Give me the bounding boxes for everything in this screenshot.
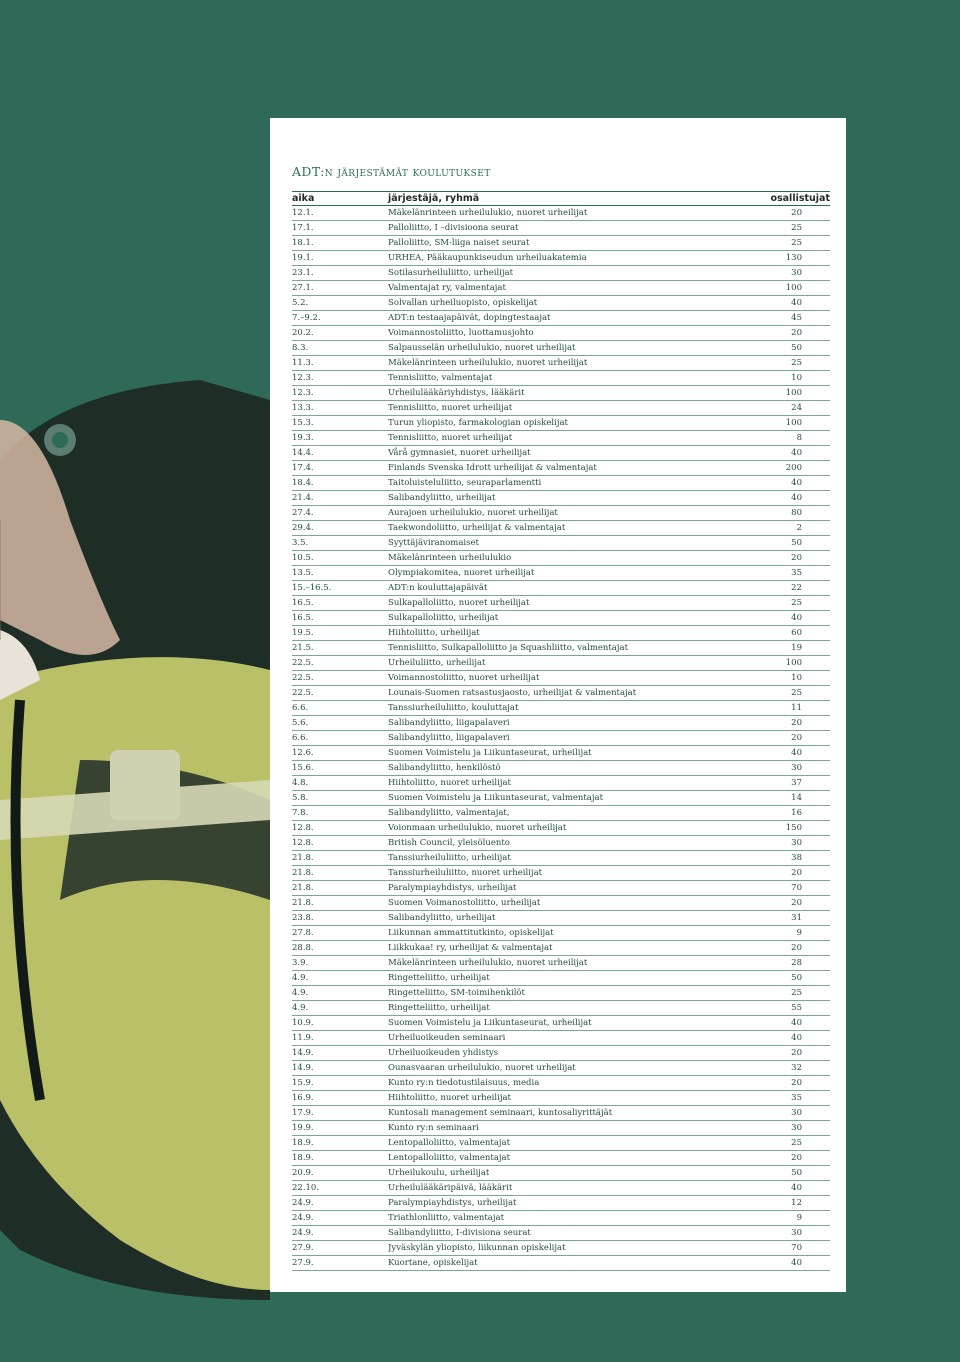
table-row xyxy=(292,506,830,521)
row-participants: 25 xyxy=(760,236,830,251)
row-participants: 70 xyxy=(760,881,830,896)
row-organizer: Tanssiurheiluliitto, nuoret urheilijat xyxy=(388,866,760,881)
row-organizer: Paralympiayhdistys, urheilijat xyxy=(388,1196,760,1211)
row-date: 21.8. xyxy=(292,896,388,911)
table-row xyxy=(292,1211,830,1226)
row-participants: 40 xyxy=(760,1181,830,1196)
row-organizer: Ounasvaaran urheilulukio, nuoret urheilijat xyxy=(388,1061,760,1076)
row-date: 12.3. xyxy=(292,386,388,401)
row-organizer: Olympiakomitea, nuoret urheilijat xyxy=(388,566,760,581)
row-organizer: Salibandyliitto, valmentajat, xyxy=(388,806,760,821)
row-organizer: ADT:n testaajapäivät, dopingtestaajat xyxy=(388,311,760,326)
row-date: 15.6. xyxy=(292,761,388,776)
table-row xyxy=(292,731,830,746)
row-participants: 25 xyxy=(760,1136,830,1151)
row-participants: 12 xyxy=(760,1196,830,1211)
row-organizer: Palloliitto, I –divisioona seurat xyxy=(388,221,760,236)
row-date: 17.9. xyxy=(292,1106,388,1121)
row-organizer: Salibandyliitto, I-divisiona seurat xyxy=(388,1226,760,1241)
table-row xyxy=(292,416,830,431)
row-organizer: Hiihtoliitto, urheilijat xyxy=(388,626,760,641)
row-organizer: Paralympiayhdistys, urheilijat xyxy=(388,881,760,896)
row-participants: 28 xyxy=(760,956,830,971)
row-participants: 9 xyxy=(760,1211,830,1226)
row-organizer: Palloliitto, SM-liiga naiset seurat xyxy=(388,236,760,251)
row-date: 29.4. xyxy=(292,521,388,536)
row-date: 24.9. xyxy=(292,1226,388,1241)
table-row xyxy=(292,536,830,551)
row-participants: 30 xyxy=(760,1106,830,1121)
table-row xyxy=(292,461,830,476)
row-organizer: British Council, yleisöluento xyxy=(388,836,760,851)
row-organizer: Sulkapalloliitto, urheilijat xyxy=(388,611,760,626)
row-participants: 100 xyxy=(760,656,830,671)
table-row xyxy=(292,1061,830,1076)
row-participants: 30 xyxy=(760,761,830,776)
row-participants: 20 xyxy=(760,326,830,341)
table-row xyxy=(292,1031,830,1046)
row-participants: 24 xyxy=(760,401,830,416)
table-row xyxy=(292,566,830,581)
table-row xyxy=(292,1196,830,1211)
row-organizer: Urheilulääkäriyhdistys, lääkärit xyxy=(388,386,760,401)
row-date: 18.9. xyxy=(292,1136,388,1151)
row-organizer: Aurajoen urheilulukio, nuoret urheilijat xyxy=(388,506,760,521)
row-date: 18.1. xyxy=(292,236,388,251)
row-date: 17.4. xyxy=(292,461,388,476)
row-organizer: Suomen Voimistelu ja Liikuntaseurat, urheilijat xyxy=(388,746,760,761)
row-organizer: Salpausselän urheilulukio, nuoret urheilijat xyxy=(388,341,760,356)
table-row xyxy=(292,851,830,866)
table-row xyxy=(292,641,830,656)
table-row xyxy=(292,701,830,716)
row-date: 21.8. xyxy=(292,866,388,881)
table-row xyxy=(292,1046,830,1061)
row-organizer: Syyttäjäviranomaiset xyxy=(388,536,760,551)
row-date: 6.6. xyxy=(292,731,388,746)
row-organizer: Tennisliitto, Sulkapalloliitto ja Squashliitto, valmentajat xyxy=(388,641,760,656)
row-date: 3.5. xyxy=(292,536,388,551)
row-date: 12.1. xyxy=(292,206,388,221)
table-row xyxy=(292,386,830,401)
table-row xyxy=(292,206,830,221)
table-row xyxy=(292,281,830,296)
row-organizer: Suomen Voimistelu ja Liikuntaseurat, urheilijat xyxy=(388,1016,760,1031)
table-row xyxy=(292,866,830,881)
row-participants: 14 xyxy=(760,791,830,806)
table-row xyxy=(292,1001,830,1016)
row-organizer: Tanssiurheiluliitto, urheilijat xyxy=(388,851,760,866)
row-date: 4.9. xyxy=(292,1001,388,1016)
row-participants: 40 xyxy=(760,446,830,461)
row-organizer: Kunto ry:n seminaari xyxy=(388,1121,760,1136)
table-row xyxy=(292,941,830,956)
row-participants: 25 xyxy=(760,221,830,236)
row-date: 4.8. xyxy=(292,776,388,791)
row-date: 27.9. xyxy=(292,1256,388,1271)
row-organizer: Vårå gymnasiet, nuoret urheilijat xyxy=(388,446,760,461)
row-participants: 25 xyxy=(760,356,830,371)
row-organizer: Lentopalloliitto, valmentajat xyxy=(388,1136,760,1151)
row-date: 4.9. xyxy=(292,986,388,1001)
row-organizer: Jyväskylän yliopisto, liikunnan opiskelijat xyxy=(388,1241,760,1256)
table-row xyxy=(292,806,830,821)
row-participants: 35 xyxy=(760,1091,830,1106)
row-organizer: Hiihtoliitto, nuoret urheilijat xyxy=(388,776,760,791)
page-title: ADT:n järjestämät koulutukset xyxy=(292,164,491,179)
row-organizer: Ringetteliitto, SM-toimihenkilöt xyxy=(388,986,760,1001)
row-participants: 31 xyxy=(760,911,830,926)
row-organizer: ADT:n kouluttajapäivät xyxy=(388,581,760,596)
row-date: 13.5. xyxy=(292,566,388,581)
row-date: 13.3. xyxy=(292,401,388,416)
row-participants: 30 xyxy=(760,1226,830,1241)
row-participants: 11 xyxy=(760,701,830,716)
row-participants: 200 xyxy=(760,461,830,476)
table-header-row xyxy=(292,192,830,206)
row-organizer: Urheiluoikeuden yhdistys xyxy=(388,1046,760,1061)
row-date: 3.9. xyxy=(292,956,388,971)
table-row xyxy=(292,626,830,641)
row-date: 10.9. xyxy=(292,1016,388,1031)
row-participants: 38 xyxy=(760,851,830,866)
row-date: 20.2. xyxy=(292,326,388,341)
table-row xyxy=(292,911,830,926)
table-row xyxy=(292,236,830,251)
row-participants: 9 xyxy=(760,926,830,941)
row-organizer: Salibandyliitto, urheilijat xyxy=(388,911,760,926)
training-list-panel xyxy=(270,118,846,1292)
row-date: 20.9. xyxy=(292,1166,388,1181)
row-participants: 20 xyxy=(760,206,830,221)
row-participants: 30 xyxy=(760,1121,830,1136)
row-date: 6.6. xyxy=(292,701,388,716)
table-row xyxy=(292,311,830,326)
row-participants: 37 xyxy=(760,776,830,791)
table-row xyxy=(292,296,830,311)
row-participants: 20 xyxy=(760,1151,830,1166)
table-row xyxy=(292,791,830,806)
row-participants: 45 xyxy=(760,311,830,326)
table-row xyxy=(292,551,830,566)
row-participants: 60 xyxy=(760,626,830,641)
row-date: 24.9. xyxy=(292,1211,388,1226)
row-date: 19.5. xyxy=(292,626,388,641)
row-organizer: Ringetteliitto, urheilijat xyxy=(388,1001,760,1016)
row-participants: 25 xyxy=(760,986,830,1001)
row-organizer: Tennisliitto, nuoret urheilijat xyxy=(388,401,760,416)
table-row xyxy=(292,1121,830,1136)
row-participants: 50 xyxy=(760,1166,830,1181)
row-participants: 19 xyxy=(760,641,830,656)
row-date: 18.4. xyxy=(292,476,388,491)
header-participants: osallistujat xyxy=(760,192,830,206)
row-participants: 20 xyxy=(760,716,830,731)
row-organizer: Salibandyliitto, liigapalaveri xyxy=(388,716,760,731)
row-date: 7.8. xyxy=(292,806,388,821)
table-row xyxy=(292,341,830,356)
row-participants: 50 xyxy=(760,341,830,356)
table-row xyxy=(292,956,830,971)
row-participants: 40 xyxy=(760,611,830,626)
table-row xyxy=(292,1076,830,1091)
row-date: 28.8. xyxy=(292,941,388,956)
table-row xyxy=(292,401,830,416)
row-organizer: Turun yliopisto, farmakologian opiskelijat xyxy=(388,416,760,431)
row-participants: 70 xyxy=(760,1241,830,1256)
row-organizer: Urheilulääkäripäivä, lääkärit xyxy=(388,1181,760,1196)
header-organizer: järjestäjä, ryhmä xyxy=(388,192,760,206)
row-organizer: Suomen Voimistelu ja Liikuntaseurat, valmentajat xyxy=(388,791,760,806)
table-row xyxy=(292,716,830,731)
table-row xyxy=(292,1256,830,1271)
row-participants: 40 xyxy=(760,1256,830,1271)
table-row xyxy=(292,1106,830,1121)
row-participants: 20 xyxy=(760,896,830,911)
table-row xyxy=(292,221,830,236)
row-participants: 100 xyxy=(760,416,830,431)
row-organizer: Solvallan urheiluopisto, opiskelijat xyxy=(388,296,760,311)
table-row xyxy=(292,971,830,986)
row-participants: 25 xyxy=(760,596,830,611)
row-organizer: Voionmaan urheilulukio, nuoret urheilijat xyxy=(388,821,760,836)
table-row xyxy=(292,881,830,896)
row-participants: 2 xyxy=(760,521,830,536)
row-organizer: Taitoluisteluliitto, seuraparlamentti xyxy=(388,476,760,491)
table-row xyxy=(292,686,830,701)
row-participants: 16 xyxy=(760,806,830,821)
row-participants: 130 xyxy=(760,251,830,266)
table-row xyxy=(292,761,830,776)
row-date: 22.5. xyxy=(292,671,388,686)
row-date: 12.3. xyxy=(292,371,388,386)
row-participants: 10 xyxy=(760,671,830,686)
row-participants: 20 xyxy=(760,1076,830,1091)
row-organizer: Liikkukaa! ry, urheilijat & valmentajat xyxy=(388,941,760,956)
row-organizer: Liikunnan ammattitutkinto, opiskelijat xyxy=(388,926,760,941)
table-row xyxy=(292,1241,830,1256)
row-date: 16.5. xyxy=(292,611,388,626)
row-organizer: Voimannostoliitto, nuoret urheilijat xyxy=(388,671,760,686)
row-participants: 8 xyxy=(760,431,830,446)
row-date: 22.5. xyxy=(292,656,388,671)
row-participants: 40 xyxy=(760,746,830,761)
table-row xyxy=(292,671,830,686)
row-organizer: Suomen Voimanostoliitto, urheilijat xyxy=(388,896,760,911)
row-participants: 22 xyxy=(760,581,830,596)
table-row xyxy=(292,1226,830,1241)
row-organizer: Urheiluliitto, urheilijat xyxy=(388,656,760,671)
row-participants: 10 xyxy=(760,371,830,386)
row-date: 11.9. xyxy=(292,1031,388,1046)
row-organizer: Sulkapalloliitto, nuoret urheilijat xyxy=(388,596,760,611)
row-date: 19.9. xyxy=(292,1121,388,1136)
row-participants: 25 xyxy=(760,686,830,701)
row-organizer: Triathlonliitto, valmentajat xyxy=(388,1211,760,1226)
table-row xyxy=(292,491,830,506)
row-date: 23.1. xyxy=(292,266,388,281)
row-organizer: Kunto ry:n tiedotustilaisuus, media xyxy=(388,1076,760,1091)
row-participants: 20 xyxy=(760,941,830,956)
row-organizer: Tennisliitto, valmentajat xyxy=(388,371,760,386)
row-date: 7.–9.2. xyxy=(292,311,388,326)
row-organizer: Ringetteliitto, urheilijat xyxy=(388,971,760,986)
row-organizer: Salibandyliitto, liigapalaveri xyxy=(388,731,760,746)
row-date: 15.3. xyxy=(292,416,388,431)
row-participants: 50 xyxy=(760,536,830,551)
table-row xyxy=(292,266,830,281)
row-date: 21.8. xyxy=(292,851,388,866)
row-participants: 100 xyxy=(760,386,830,401)
row-organizer: Lounais-Suomen ratsastusjaosto, urheilijat & valmentajat xyxy=(388,686,760,701)
row-organizer: Tanssiurheiluliitto, kouluttajat xyxy=(388,701,760,716)
row-date: 19.1. xyxy=(292,251,388,266)
row-date: 17.1. xyxy=(292,221,388,236)
table-row xyxy=(292,1181,830,1196)
table-row xyxy=(292,656,830,671)
row-date: 14.9. xyxy=(292,1061,388,1076)
row-participants: 20 xyxy=(760,731,830,746)
row-organizer: Tennisliitto, nuoret urheilijat xyxy=(388,431,760,446)
row-date: 15.–16.5. xyxy=(292,581,388,596)
row-date: 12.8. xyxy=(292,821,388,836)
table-row xyxy=(292,431,830,446)
table-row xyxy=(292,1091,830,1106)
row-participants: 100 xyxy=(760,281,830,296)
row-participants: 40 xyxy=(760,1016,830,1031)
training-table xyxy=(292,191,830,1271)
row-participants: 20 xyxy=(760,866,830,881)
row-organizer: Finlands Svenska Idrott urheilijat & valmentajat xyxy=(388,461,760,476)
row-organizer: Salibandyliitto, urheilijat xyxy=(388,491,760,506)
row-date: 18.9. xyxy=(292,1151,388,1166)
table-row xyxy=(292,1016,830,1031)
row-date: 19.3. xyxy=(292,431,388,446)
row-organizer: Mäkelänrinteen urheilulukio, nuoret urheilijat xyxy=(388,356,760,371)
row-participants: 50 xyxy=(760,971,830,986)
row-participants: 55 xyxy=(760,1001,830,1016)
row-participants: 30 xyxy=(760,836,830,851)
table-row xyxy=(292,446,830,461)
table-row xyxy=(292,776,830,791)
table-row xyxy=(292,821,830,836)
table-row xyxy=(292,356,830,371)
row-organizer: Mäkelänrinteen urheilulukio, nuoret urheilijat xyxy=(388,956,760,971)
table-row xyxy=(292,581,830,596)
table-row xyxy=(292,521,830,536)
table-row xyxy=(292,476,830,491)
row-organizer: Voimannostoliitto, luottamusjohto xyxy=(388,326,760,341)
row-participants: 40 xyxy=(760,1031,830,1046)
row-date: 15.9. xyxy=(292,1076,388,1091)
table-row xyxy=(292,926,830,941)
table-row xyxy=(292,371,830,386)
row-participants: 150 xyxy=(760,821,830,836)
row-date: 27.1. xyxy=(292,281,388,296)
row-date: 5.2. xyxy=(292,296,388,311)
row-date: 27.9. xyxy=(292,1241,388,1256)
row-date: 14.9. xyxy=(292,1046,388,1061)
row-organizer: Hiihtoliitto, nuoret urheilijat xyxy=(388,1091,760,1106)
row-date: 4.9. xyxy=(292,971,388,986)
row-date: 22.5. xyxy=(292,686,388,701)
table-row xyxy=(292,1166,830,1181)
row-organizer: Kuortane, opiskelijat xyxy=(388,1256,760,1271)
row-participants: 30 xyxy=(760,266,830,281)
row-participants: 35 xyxy=(760,566,830,581)
row-date: 16.5. xyxy=(292,596,388,611)
table-row xyxy=(292,746,830,761)
row-date: 12.6. xyxy=(292,746,388,761)
table-row xyxy=(292,896,830,911)
row-organizer: Sotilasurheiluliitto, urheilijat xyxy=(388,266,760,281)
row-organizer: Kuntosali management seminaari, kuntosaliyrittäjät xyxy=(388,1106,760,1121)
row-date: 27.4. xyxy=(292,506,388,521)
row-organizer: Mäkelänrinteen urheilulukio, nuoret urheilijat xyxy=(388,206,760,221)
header-date: aika xyxy=(292,192,388,206)
row-participants: 40 xyxy=(760,296,830,311)
table-row xyxy=(292,836,830,851)
row-organizer: Lentopalloliitto, valmentajat xyxy=(388,1151,760,1166)
row-date: 21.5. xyxy=(292,641,388,656)
table-row xyxy=(292,611,830,626)
table-row xyxy=(292,1151,830,1166)
row-date: 8.3. xyxy=(292,341,388,356)
row-participants: 32 xyxy=(760,1061,830,1076)
row-organizer: Valmentajat ry, valmentajat xyxy=(388,281,760,296)
row-participants: 40 xyxy=(760,491,830,506)
row-organizer: Urheiluoikeuden seminaari xyxy=(388,1031,760,1046)
row-date: 23.8. xyxy=(292,911,388,926)
row-organizer: Urheilukoulu, urheilijat xyxy=(388,1166,760,1181)
row-organizer: Salibandyliitto, henkilöstö xyxy=(388,761,760,776)
row-date: 27.8. xyxy=(292,926,388,941)
row-date: 12.8. xyxy=(292,836,388,851)
row-date: 16.9. xyxy=(292,1091,388,1106)
row-participants: 40 xyxy=(760,476,830,491)
row-organizer: Taekwondoliitto, urheilijat & valmentajat xyxy=(388,521,760,536)
row-participants: 20 xyxy=(760,1046,830,1061)
table-row xyxy=(292,326,830,341)
row-date: 22.10. xyxy=(292,1181,388,1196)
row-participants: 80 xyxy=(760,506,830,521)
row-date: 5.6. xyxy=(292,716,388,731)
row-date: 5.8. xyxy=(292,791,388,806)
row-organizer: Mäkelänrinteen urheilulukio xyxy=(388,551,760,566)
row-date: 11.3. xyxy=(292,356,388,371)
row-date: 24.9. xyxy=(292,1196,388,1211)
row-organizer: URHEA, Pääkaupunkiseudun urheiluakatemia xyxy=(388,251,760,266)
row-date: 21.4. xyxy=(292,491,388,506)
table-row xyxy=(292,596,830,611)
row-date: 14.4. xyxy=(292,446,388,461)
row-participants: 20 xyxy=(760,551,830,566)
table-row xyxy=(292,251,830,266)
row-date: 10.5. xyxy=(292,551,388,566)
row-date: 21.8. xyxy=(292,881,388,896)
table-row xyxy=(292,986,830,1001)
table-row xyxy=(292,1136,830,1151)
